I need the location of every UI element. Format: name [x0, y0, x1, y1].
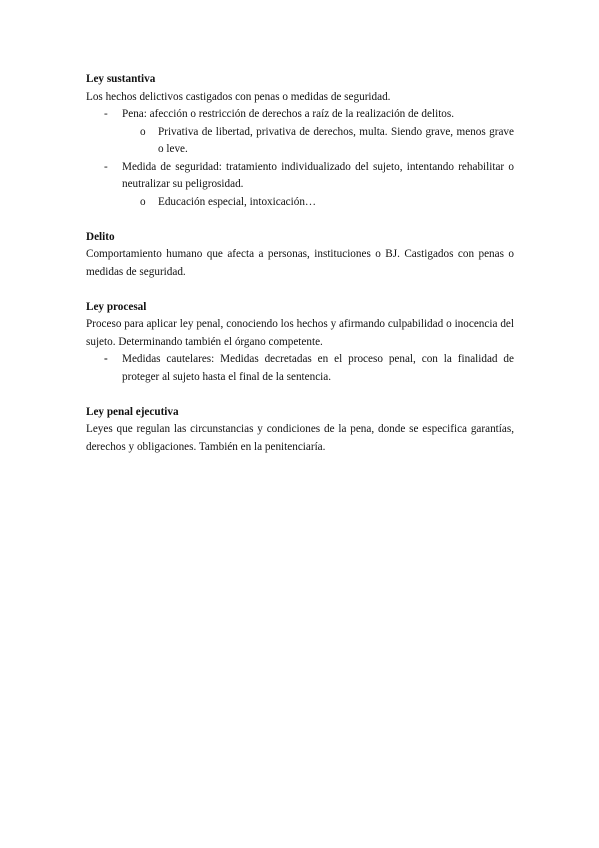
dash-bullet: -: [104, 353, 108, 365]
document-page: [86, 71, 514, 456]
list-item-medidas-cautelares: [86, 351, 514, 386]
section-paragraph: Proceso para aplicar ley penal, conociendo los hechos y afirmando culpabilidad o inocencia del sujeto. Determinando también el órgano competente.: [86, 318, 514, 348]
dash-bullet: -: [104, 160, 108, 173]
circle-bullet: o: [140, 195, 146, 208]
section-ley-penal-ejecutiva: [86, 404, 514, 457]
sub-list-item-text: Educación especial, intoxicación…: [158, 195, 317, 208]
section-intro: Los hechos delictivos castigados con penas o medidas de seguridad.: [86, 90, 391, 103]
sub-list-item-text: Privativa de libertad, privativa de derechos, multa. Siendo grave, menos grave o leve.: [158, 125, 514, 155]
list-item-text: Medidas cautelares: Medidas decretadas en el proceso penal, con la finalidad de proteger al sujeto hasta el final de la sentencia.: [122, 353, 514, 383]
list-item-pena: [86, 106, 514, 124]
section-heading: Ley procesal: [86, 300, 147, 313]
list-item-text: Pena: afección o restricción de derechos a raíz de la realización de delitos.: [122, 108, 455, 120]
section-heading: Ley penal ejecutiva: [86, 405, 179, 418]
section-heading: Delito: [86, 230, 115, 243]
section-paragraph: Comportamiento humano que afecta a personas, instituciones o BJ. Castigados con penas o medidas de seguridad.: [86, 248, 514, 278]
section-paragraph: Leyes que regulan las circunstancias y condiciones de la pena, donde se especifica garantías, derechos y obligaciones. También en la penitenciaría.: [86, 423, 514, 453]
section-delito: [86, 229, 514, 282]
section-heading: Ley sustantiva: [86, 73, 156, 85]
sub-list-item-privativa: [86, 124, 514, 159]
section-ley-procesal: [86, 299, 514, 387]
circle-bullet: o: [140, 125, 146, 138]
list-item-text: Medida de seguridad: tratamiento individualizado del sujeto, intentando rehabilitar o neutralizar su peligrosidad.: [122, 160, 514, 190]
dash-bullet: -: [104, 108, 108, 120]
section-ley-sustantiva: [86, 71, 514, 211]
sub-list-item-educacion: [86, 194, 514, 212]
list-item-medida-de-seguridad: [86, 159, 514, 194]
